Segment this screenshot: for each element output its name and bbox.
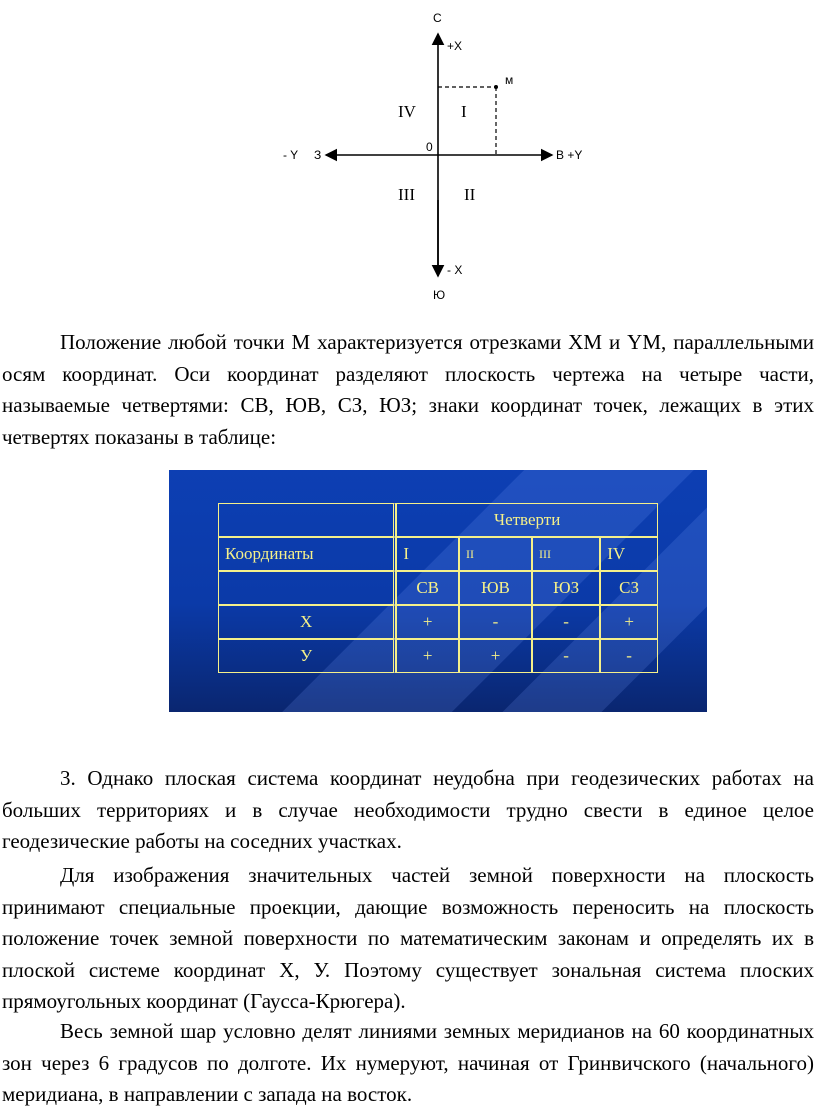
point-m <box>494 85 498 89</box>
header-empty-cell <box>218 503 396 537</box>
sign-cell: - <box>532 605 600 639</box>
west-label: З <box>314 148 322 162</box>
origin-label: 0 <box>426 140 433 154</box>
direction-cell: ЮЗ <box>532 571 600 605</box>
quarter-1-label: I <box>461 102 467 121</box>
paragraph-3: Для изображения значительных частей земной поверхности на плоскость принимают специальные проекции, дающие возможность переносить на плоскость положение точек земной поверхности по математическим законам и определять их в плоской системе координат Х, У. Поэтому существует зональная система плоских прямоугольных координат (Гаусса-Крюгера). <box>2 863 814 1013</box>
quarter-signs-table <box>218 503 658 673</box>
quarter-2-header: II <box>459 537 532 571</box>
plus-x-label: +X <box>447 39 463 53</box>
sign-cell: - <box>532 639 600 673</box>
sign-cell: - <box>459 605 532 639</box>
sign-cell: + <box>396 639 459 673</box>
point-m-label: м <box>505 73 514 87</box>
minus-x-label: - X <box>447 263 463 277</box>
coordinate-diagram <box>0 0 816 310</box>
quarter-3-label: III <box>398 185 415 204</box>
paragraph-4: Весь земной шар условно делят линиями земных меридианов на 60 координатных зон через 6 градусов по долготе. Их нумеруют, начиная от Гринвичского (начального) меридиана, в направлении с запада на восток. <box>2 1019 814 1106</box>
east-plus-y-label: В +Y <box>556 148 583 162</box>
header-coordinates: Координаты <box>218 537 396 571</box>
row-label-y: У <box>218 639 396 673</box>
paragraph-1: Положение любой точки М характеризуется отрезками ХМ и YМ, параллельными осям координат. Оси координат разделяют плоскость чертежа на четыре части, называемые четвертями: СВ, ЮВ, СЗ, ЮЗ; знаки координат точек, лежащих в этих четвертях показаны в таблице: <box>2 330 814 449</box>
quarter-signs-table-panel <box>169 470 707 712</box>
row-label-x: Х <box>218 605 396 639</box>
minus-y-label: - Y <box>283 148 299 162</box>
quarter-1-header: I <box>396 537 459 571</box>
quarter-4-label: IV <box>398 102 416 121</box>
direction-cell: СВ <box>396 571 459 605</box>
sign-cell: + <box>600 605 658 639</box>
paragraph-2: 3. Однако плоская система координат неудобна при геодезических работах на больших территориях и в случае необходимости трудно свести в единое целое геодезические работы на соседних участках. <box>2 766 814 853</box>
sign-cell: + <box>459 639 532 673</box>
quarter-2-label: II <box>464 185 476 204</box>
north-label: С <box>433 11 442 25</box>
quarter-4-header: IV <box>600 537 658 571</box>
direction-cell: СЗ <box>600 571 658 605</box>
sign-cell: - <box>600 639 658 673</box>
south-label: Ю <box>433 288 446 302</box>
direction-cell: ЮВ <box>459 571 532 605</box>
header-quarters: Четверти <box>396 503 658 537</box>
sign-cell: + <box>396 605 459 639</box>
directions-empty-cell <box>218 571 396 605</box>
quarter-3-header: III <box>532 537 600 571</box>
